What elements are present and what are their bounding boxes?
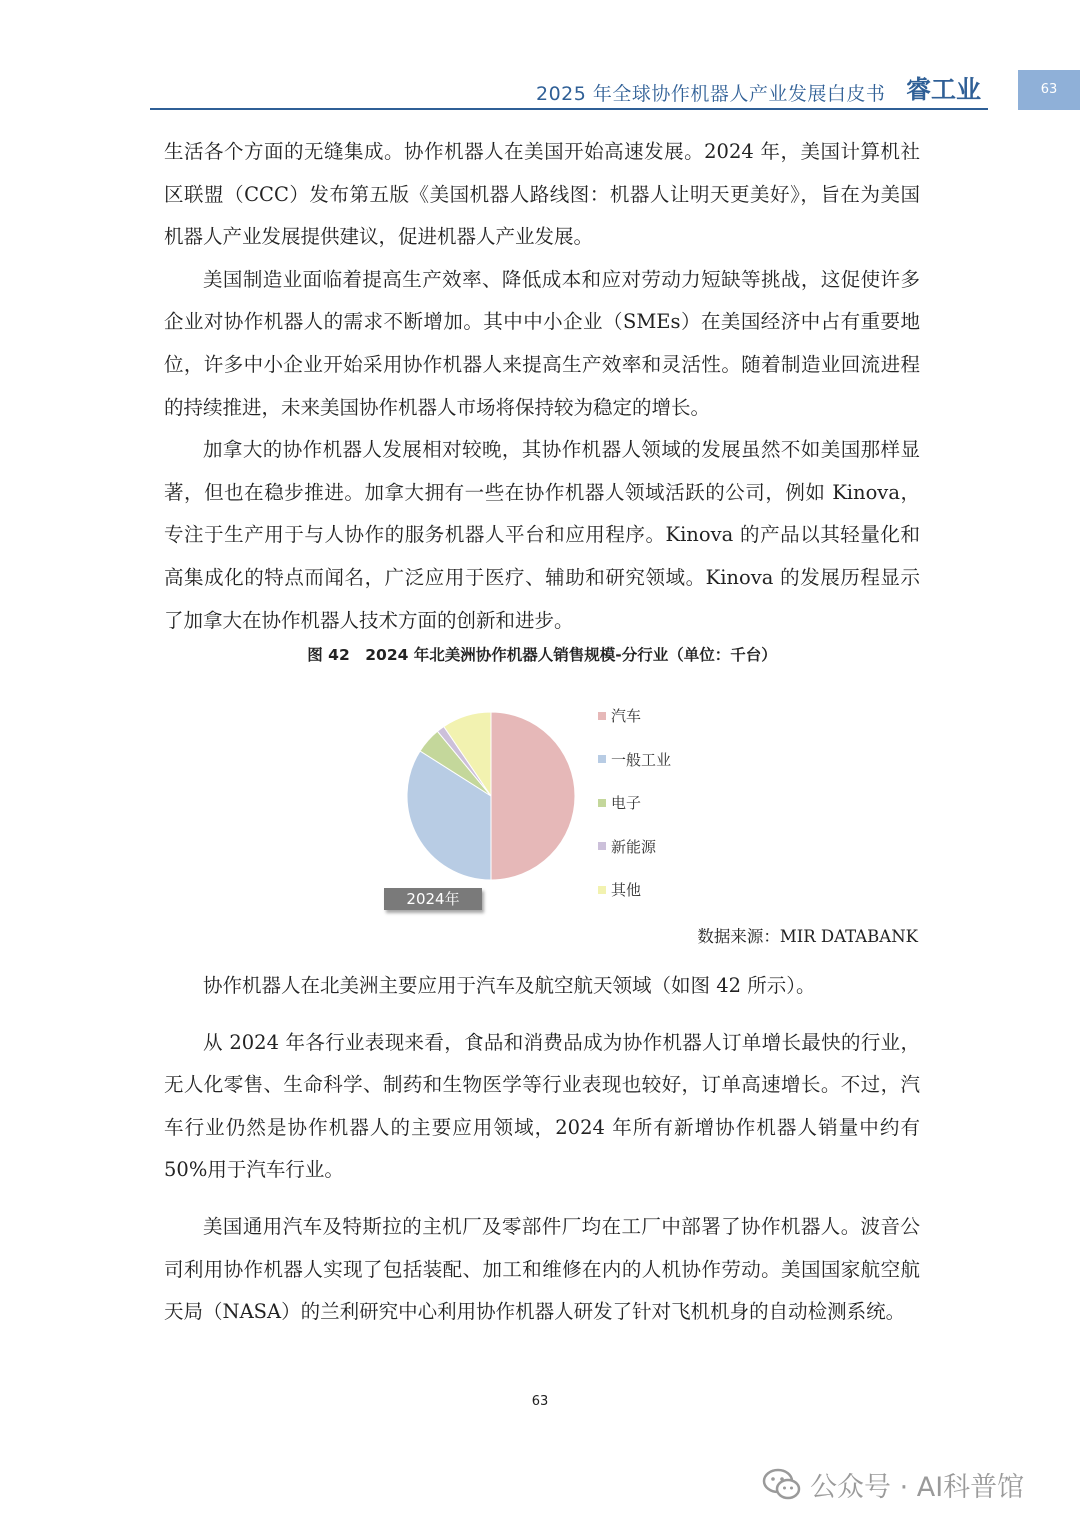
chart-legend xyxy=(598,694,671,912)
document-title: 2025 年全球协作机器人产业发展白皮书 xyxy=(536,83,886,105)
figure-caption: 图 42 2024 年北美洲协作机器人销售规模-分行业（单位：千台） xyxy=(307,646,777,664)
header-page-number: 63 xyxy=(1018,70,1080,110)
legend-label: 其他 xyxy=(611,881,642,900)
body-text-bottom xyxy=(164,965,920,1334)
legend-label: 汽车 xyxy=(611,707,642,726)
paragraph: 生活各个方面的无缝集成。协作机器人在美国开始高速发展。2024 年，美国计算机社区联盟（CCC）发布第五版《美国机器人路线图：机器人让明天更美好》，旨在为美国机器人产业发展提供建议，促进机器人产业发展。 xyxy=(164,140,920,249)
legend-item xyxy=(598,825,671,869)
header-divider xyxy=(150,108,988,110)
pie-slice-0 xyxy=(491,712,575,880)
legend-item xyxy=(598,781,671,825)
legend-label: 一般工业 xyxy=(611,750,672,769)
watermark-text: 公众号 · AI科普馆 xyxy=(810,1471,1025,1503)
legend-item xyxy=(598,738,671,782)
chart-year-label: 2024年 xyxy=(384,888,482,910)
legend-swatch xyxy=(598,842,606,850)
legend-label: 新能源 xyxy=(611,837,657,856)
paragraph: 美国制造业面临着提高生产效率、降低成本和应对劳动力短缺等挑战，这促使许多企业对协作机器人的需求不断增加。其中中小企业（SMEs）在美国经济中占有重要地位，许多中小企业开始采用协作机器人来提高生产效率和灵活性。随着制造业回流进程的持续推进，未来美国协作机器人市场将保持较为稳定的增长。 xyxy=(164,267,920,419)
paragraph: 从 2024 年各行业表现来看，食品和消费品成为协作机器人订单增长最快的行业，无人化零售、生命科学、制药和生物医学等行业表现也较好，订单高速增长。不过，汽车行业仍然是协作机器人的主要应用领域，2024 年所有新增协作机器人销量中约有 50%用于汽车行业。 xyxy=(164,1030,920,1182)
legend-item xyxy=(598,868,671,912)
page-number: 63 xyxy=(531,1394,549,1409)
wechat-icon xyxy=(762,1466,802,1502)
body-text-top xyxy=(164,131,920,642)
paragraph: 加拿大的协作机器人发展相对较晚，其协作机器人领域的发展虽然不如美国那样显著，但也在稳步推进。加拿大拥有一些在协作机器人领域活跃的公司，例如 Kinova，专注于生产用于与人协作的服务机器人平台和应用程序。Kinova 的产品以其轻量化和高集成化的特点而闻名，广泛应用于医疗、辅助和研究领域。Kinova 的发展历程显示了加拿大在协作机器人技术方面的创新和进步。 xyxy=(164,438,920,632)
pie-chart xyxy=(380,690,600,890)
data-source: 数据来源：MIR DATABANK xyxy=(697,927,918,946)
legend-swatch xyxy=(598,886,606,894)
legend-item xyxy=(598,694,671,738)
legend-swatch xyxy=(598,799,606,807)
paragraph: 协作机器人在北美洲主要应用于汽车及航空航天领域（如图 42 所示）。 xyxy=(203,974,816,997)
legend-swatch xyxy=(598,712,606,720)
legend-swatch xyxy=(598,755,606,763)
brand-logo-text: 睿工业 xyxy=(906,75,982,104)
legend-label: 电子 xyxy=(611,794,642,813)
watermark xyxy=(762,1462,1024,1506)
paragraph: 美国通用汽车及特斯拉的主机厂及零部件厂均在工厂中部署了协作机器人。波音公司利用协作机器人实现了包括装配、加工和维修在内的人机协作劳动。美国国家航空航天局（NASA）的兰利研究中心利用协作机器人研发了针对飞机机身的自动检测系统。 xyxy=(164,1214,920,1324)
